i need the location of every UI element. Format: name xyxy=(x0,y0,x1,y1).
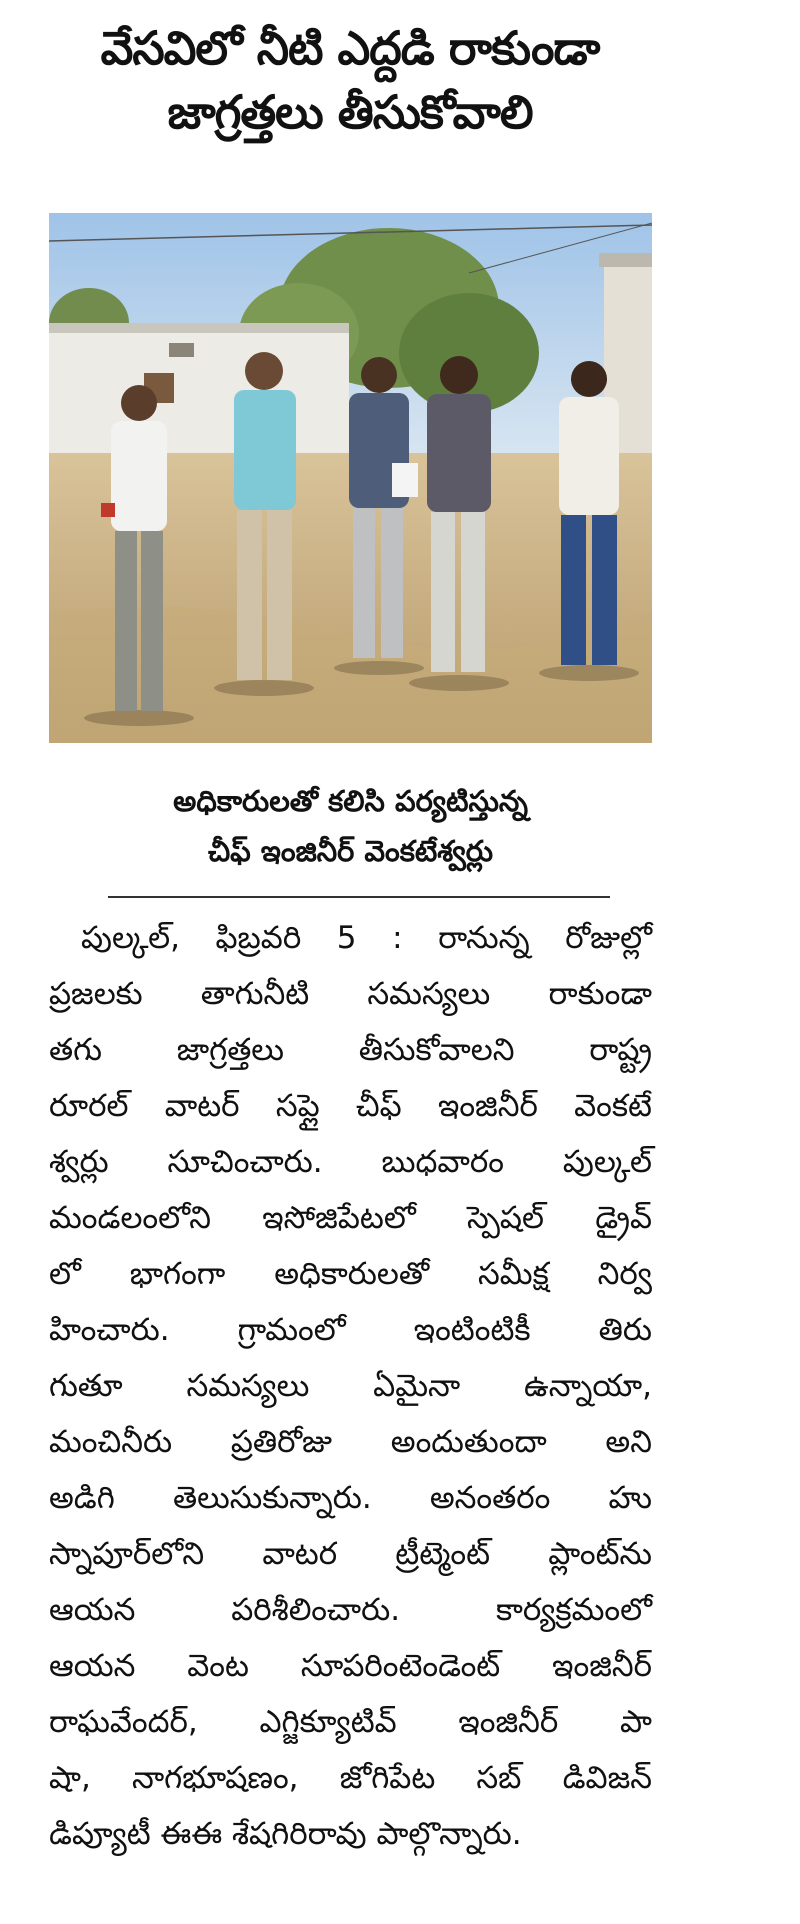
body-line: తగు జాగ్రత్తలు తీసుకోవాలని రాష్ట్ర xyxy=(49,1032,652,1068)
article-body xyxy=(49,910,652,1862)
headline xyxy=(40,16,660,144)
body-line: షా, నాగభూషణం, జోగిపేట సబ్ డివిజన్ xyxy=(49,1760,652,1796)
article xyxy=(40,16,660,144)
body-line: డిప్యూటీ ఈఈ శేషగిరిరావు పాల్గొన్నారు. xyxy=(49,1816,522,1852)
separator-rule xyxy=(108,896,610,898)
headline-line-2: జాగ్రత్తలు తీసుకోవాలి xyxy=(167,85,533,139)
body-line: హించారు. గ్రామంలో ఇంటింటికీ తిరు xyxy=(49,1312,652,1348)
body-line: లో భాగంగా అధికారులతో సమీక్ష నిర్వ xyxy=(49,1256,652,1292)
body-line: రాఘవేందర్, ఎగ్జిక్యూటివ్ ఇంజినీర్ పా xyxy=(49,1704,652,1740)
photo-caption xyxy=(49,776,652,876)
headline-line-1: వేసవిలో నీటి ఎద్దడి రాకుండా xyxy=(100,21,600,75)
body-line: మంచినీరు ప్రతిరోజు అందుతుందా అని xyxy=(49,1424,652,1460)
body-line: పుల్కల్, ఫిబ్రవరి 5 : రానున్న రోజుల్లో xyxy=(81,920,652,956)
body-line: ప్రజలకు తాగునీటి సమస్యలు రాకుండా xyxy=(49,976,652,1012)
caption-line-2: చీఫ్ ఇంజినీర్ వెంకటేశ్వర్లు xyxy=(207,834,494,868)
body-line: రూరల్ వాటర్ సప్లై చీఫ్ ఇంజినీర్ వెంకటే xyxy=(49,1088,652,1124)
body-line: శ్వర్లు సూచించారు. బుధవారం పుల్కల్ xyxy=(49,1144,652,1180)
article-photo xyxy=(49,213,652,743)
body-line: గుతూ సమస్యలు ఏమైనా ఉన్నాయా, xyxy=(49,1368,652,1404)
body-line: మండలంలోని ఇసోజిపేటలో స్పెషల్ డ్రైవ్ xyxy=(49,1200,652,1236)
body-line: స్నాపూర్‌లోని వాటర ట్రీట్మెంట్ ప్లాంట్‌ను xyxy=(49,1536,652,1572)
photo-image xyxy=(49,213,652,743)
body-line: అడిగి తెలుసుకున్నారు. అనంతరం హు xyxy=(49,1480,652,1516)
body-line: ఆయన వెంట సూపరింటెండెంట్ ఇంజినీర్ xyxy=(49,1648,652,1684)
body-line: ఆయన పరిశీలించారు. కార్యక్రమంలో xyxy=(49,1592,652,1628)
caption-line-1: అధికారులతో కలిసి పర్యటిస్తున్న xyxy=(173,784,528,818)
